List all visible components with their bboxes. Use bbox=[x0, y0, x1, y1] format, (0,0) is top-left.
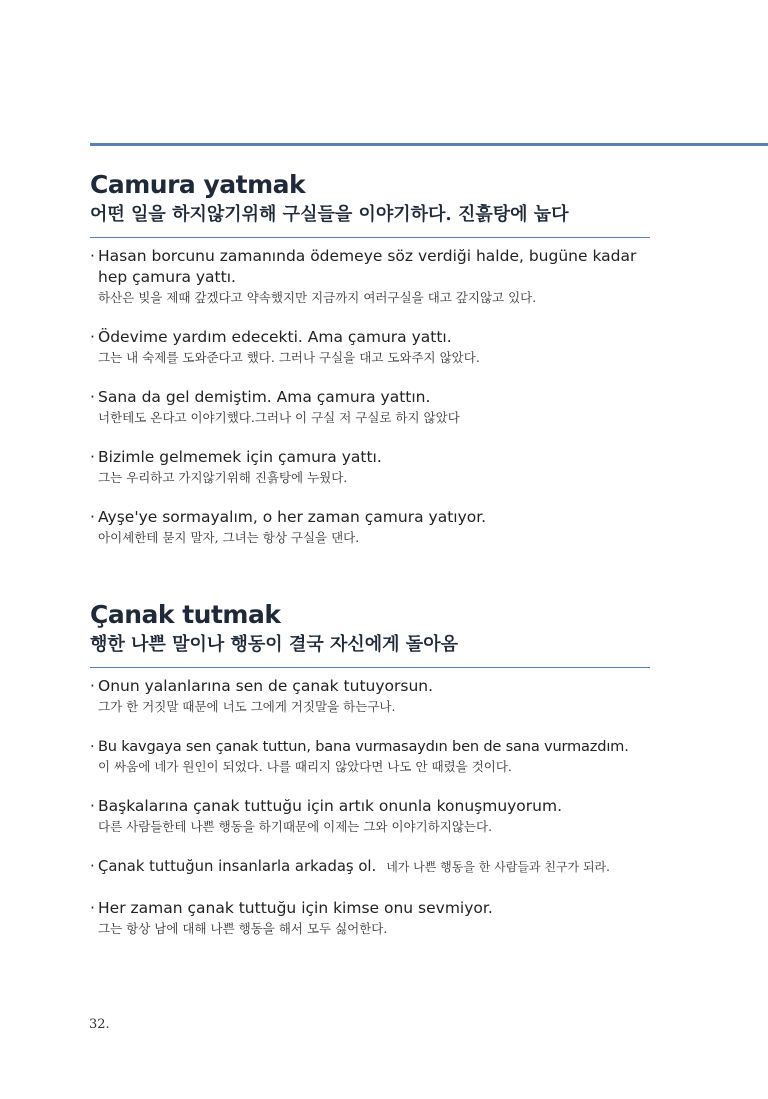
turkish-sentence: Hasan borcunu zamanında ödemeye söz verdiği halde, bugüne kadar hep çamura yattı. bbox=[98, 247, 637, 286]
section-title: Camura yatmak bbox=[90, 170, 306, 199]
example-item bbox=[90, 736, 650, 776]
bullet: · bbox=[90, 448, 95, 466]
bullet: · bbox=[90, 508, 95, 526]
bullet: · bbox=[90, 797, 95, 815]
bullet: · bbox=[90, 858, 95, 875]
korean-translation: 아이셰한테 묻지 말자, 그녀는 항상 구실을 댄다. bbox=[98, 530, 360, 545]
example-item bbox=[90, 246, 650, 307]
idiom-section-camura bbox=[90, 170, 650, 547]
example-item bbox=[90, 387, 650, 427]
section-subtitle: 어떤 일을 하지않기위해 구실들을 이야기하다. 진흙탕에 눕다 bbox=[90, 204, 569, 225]
korean-translation: 하산은 빚을 제때 갚겠다고 약속했지만 지금까지 여러구실을 대고 갚지않고 있다. bbox=[98, 290, 537, 305]
turkish-sentence: Bizimle gelmemek için çamura yattı. bbox=[98, 448, 382, 466]
korean-translation: 네가 나쁜 행동을 한 사람들과 친구가 되라. bbox=[386, 860, 610, 874]
bullet: · bbox=[90, 388, 95, 406]
korean-translation: 그는 우리하고 가지않기위해 진흙탕에 누웠다. bbox=[98, 470, 348, 485]
example-item bbox=[90, 447, 650, 487]
turkish-sentence: Ayşe'ye sormayalım, o her zaman çamura yatıyor. bbox=[98, 508, 487, 526]
bullet: · bbox=[90, 677, 95, 695]
section-title: Çanak tutmak bbox=[90, 600, 281, 629]
turkish-sentence: Sana da gel demiştim. Ama çamura yattın. bbox=[98, 388, 431, 406]
example-item bbox=[90, 856, 650, 878]
example-item bbox=[90, 507, 650, 547]
section-divider bbox=[90, 667, 650, 668]
korean-translation: 그는 내 숙제를 도와준다고 했다. 그러나 구실을 대고 도와주지 않았다. bbox=[98, 350, 480, 365]
example-item bbox=[90, 676, 650, 716]
idiom-section-canak bbox=[90, 600, 650, 938]
example-item bbox=[90, 898, 650, 938]
korean-translation: 그는 항상 남에 대해 나쁜 행동을 해서 모두 싫어한다. bbox=[98, 921, 388, 936]
korean-translation: 너한테도 온다고 이야기했다.그러나 이 구실 저 구실로 하지 않았다 bbox=[98, 410, 460, 425]
bullet: · bbox=[90, 328, 95, 346]
bullet: · bbox=[90, 899, 95, 917]
example-item bbox=[90, 796, 650, 836]
turkish-sentence: Bu kavgaya sen çanak tuttun, bana vurmasaydın ben de sana vurmazdım. bbox=[98, 738, 629, 755]
bullet: · bbox=[90, 247, 95, 265]
section-subtitle: 행한 나쁜 말이나 행동이 결국 자신에게 돌아옴 bbox=[90, 634, 458, 655]
turkish-sentence: Her zaman çanak tuttuğu için kimse onu sevmiyor. bbox=[98, 899, 493, 917]
korean-translation: 다른 사람들한테 나쁜 행동을 하기때문에 이제는 그와 이야기하지않는다. bbox=[98, 819, 493, 834]
top-rule bbox=[90, 143, 768, 146]
section-divider bbox=[90, 237, 650, 238]
turkish-sentence: Onun yalanlarına sen de çanak tutuyorsun. bbox=[98, 677, 434, 695]
turkish-sentence: Ödevime yardım edecekti. Ama çamura yattı. bbox=[98, 328, 452, 346]
korean-translation: 이 싸움에 네가 원인이 되었다. 나를 때리지 않았다면 나도 안 때렸을 것이다. bbox=[98, 759, 512, 774]
turkish-sentence: Çanak tuttuğun insanlarla arkadaş ol. bbox=[98, 858, 377, 875]
korean-translation: 그가 한 거짓말 때문에 너도 그에게 거짓말을 하는구나. bbox=[98, 699, 396, 714]
page-number: 32. bbox=[89, 1017, 110, 1032]
turkish-sentence: Başkalarına çanak tuttuğu için artık onunla konuşmuyorum. bbox=[98, 797, 563, 815]
example-item bbox=[90, 327, 650, 367]
bullet: · bbox=[90, 738, 95, 755]
